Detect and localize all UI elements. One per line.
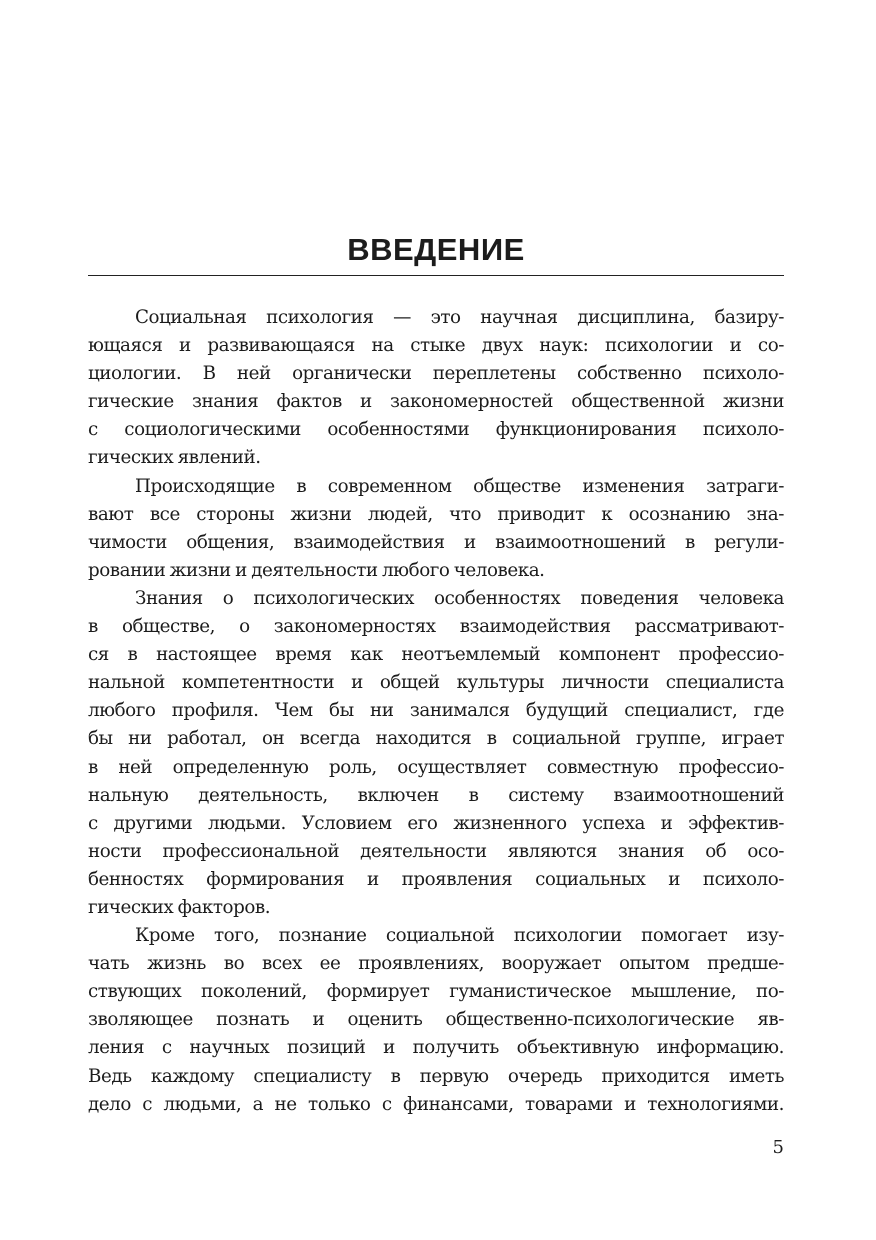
text-line: зволяющее познать и оценить общественно-психологические яв- (88, 1009, 784, 1031)
text-line: ности профессиональной деятельности являются знания об осо- (88, 840, 784, 862)
text-line: гические знания фактов и закономерностей общественной жизни (88, 391, 784, 413)
chapter-heading: ВВЕДЕНИЕ (347, 232, 525, 267)
text-line: Ведь каждому специалисту в первую очередь приходится иметь (88, 1065, 784, 1087)
text-line: циологии. В ней органически переплетены собственно психоло- (88, 363, 784, 385)
text-line: чимости общения, взаимодействия и взаимоотношений в регули- (88, 531, 784, 553)
text-line: нальной компетентности и общей культуры личности специалиста (88, 672, 784, 694)
text-line: Кроме того, познание социальной психологии помогает изу- (135, 925, 784, 947)
text-line: ющаяся и развивающаяся на стыке двух наук: психологии и со- (88, 335, 784, 357)
text-line: вают все стороны жизни людей, что приводит к осознанию зна- (88, 503, 784, 525)
text-line: ся в настоящее время как неотъемлемый компонент профессио- (88, 644, 784, 666)
text-line: с социологическими особенностями функционирования психоло- (88, 419, 784, 441)
text-line: в ней определенную роль, осуществляет совместную профессио- (88, 756, 784, 778)
paragraph (88, 922, 784, 1119)
text-line: с другими людьми. Условием его жизненного успеха и эффектив- (88, 812, 784, 834)
text-line: в обществе, о закономерностях взаимодействия рассматривают- (88, 616, 784, 638)
paragraph (88, 585, 784, 922)
text-line: Происходящие в современном обществе изменения затраги- (135, 475, 784, 497)
text-line: ления с научных позиций и получить объективную информацию. (88, 1037, 784, 1059)
body-text (88, 304, 784, 1119)
text-line: гических явлений. (88, 447, 261, 469)
text-line: ровании жизни и деятельности любого человека. (88, 559, 545, 581)
text-line: ствующих поколений, формирует гуманистическое мышление, по- (88, 981, 784, 1003)
page-number: 5 (772, 1137, 784, 1158)
text-line: бенностях формирования и проявления социальных и психоло- (88, 868, 784, 890)
text-line: Социальная психология — это научная дисциплина, базиру- (135, 307, 784, 328)
text-line: дело с людьми, а не только с финансами, товарами и технологиями. (88, 1093, 784, 1115)
paragraph (88, 473, 784, 585)
text-line: чать жизнь во всех ее проявлениях, вооружает опытом предше- (88, 953, 784, 975)
text-line: гических факторов. (88, 896, 271, 918)
paragraph (88, 304, 784, 473)
text-line: бы ни работал, он всегда находится в социальной группе, играет (88, 728, 784, 750)
text-line: Знания о психологических особенностях поведения человека (135, 587, 784, 609)
text-line: любого профиля. Чем бы ни занимался будущий специалист, где (88, 700, 784, 722)
text-line: нальную деятельность, включен в систему взаимоотношений (88, 784, 784, 806)
heading-rule (88, 275, 784, 276)
